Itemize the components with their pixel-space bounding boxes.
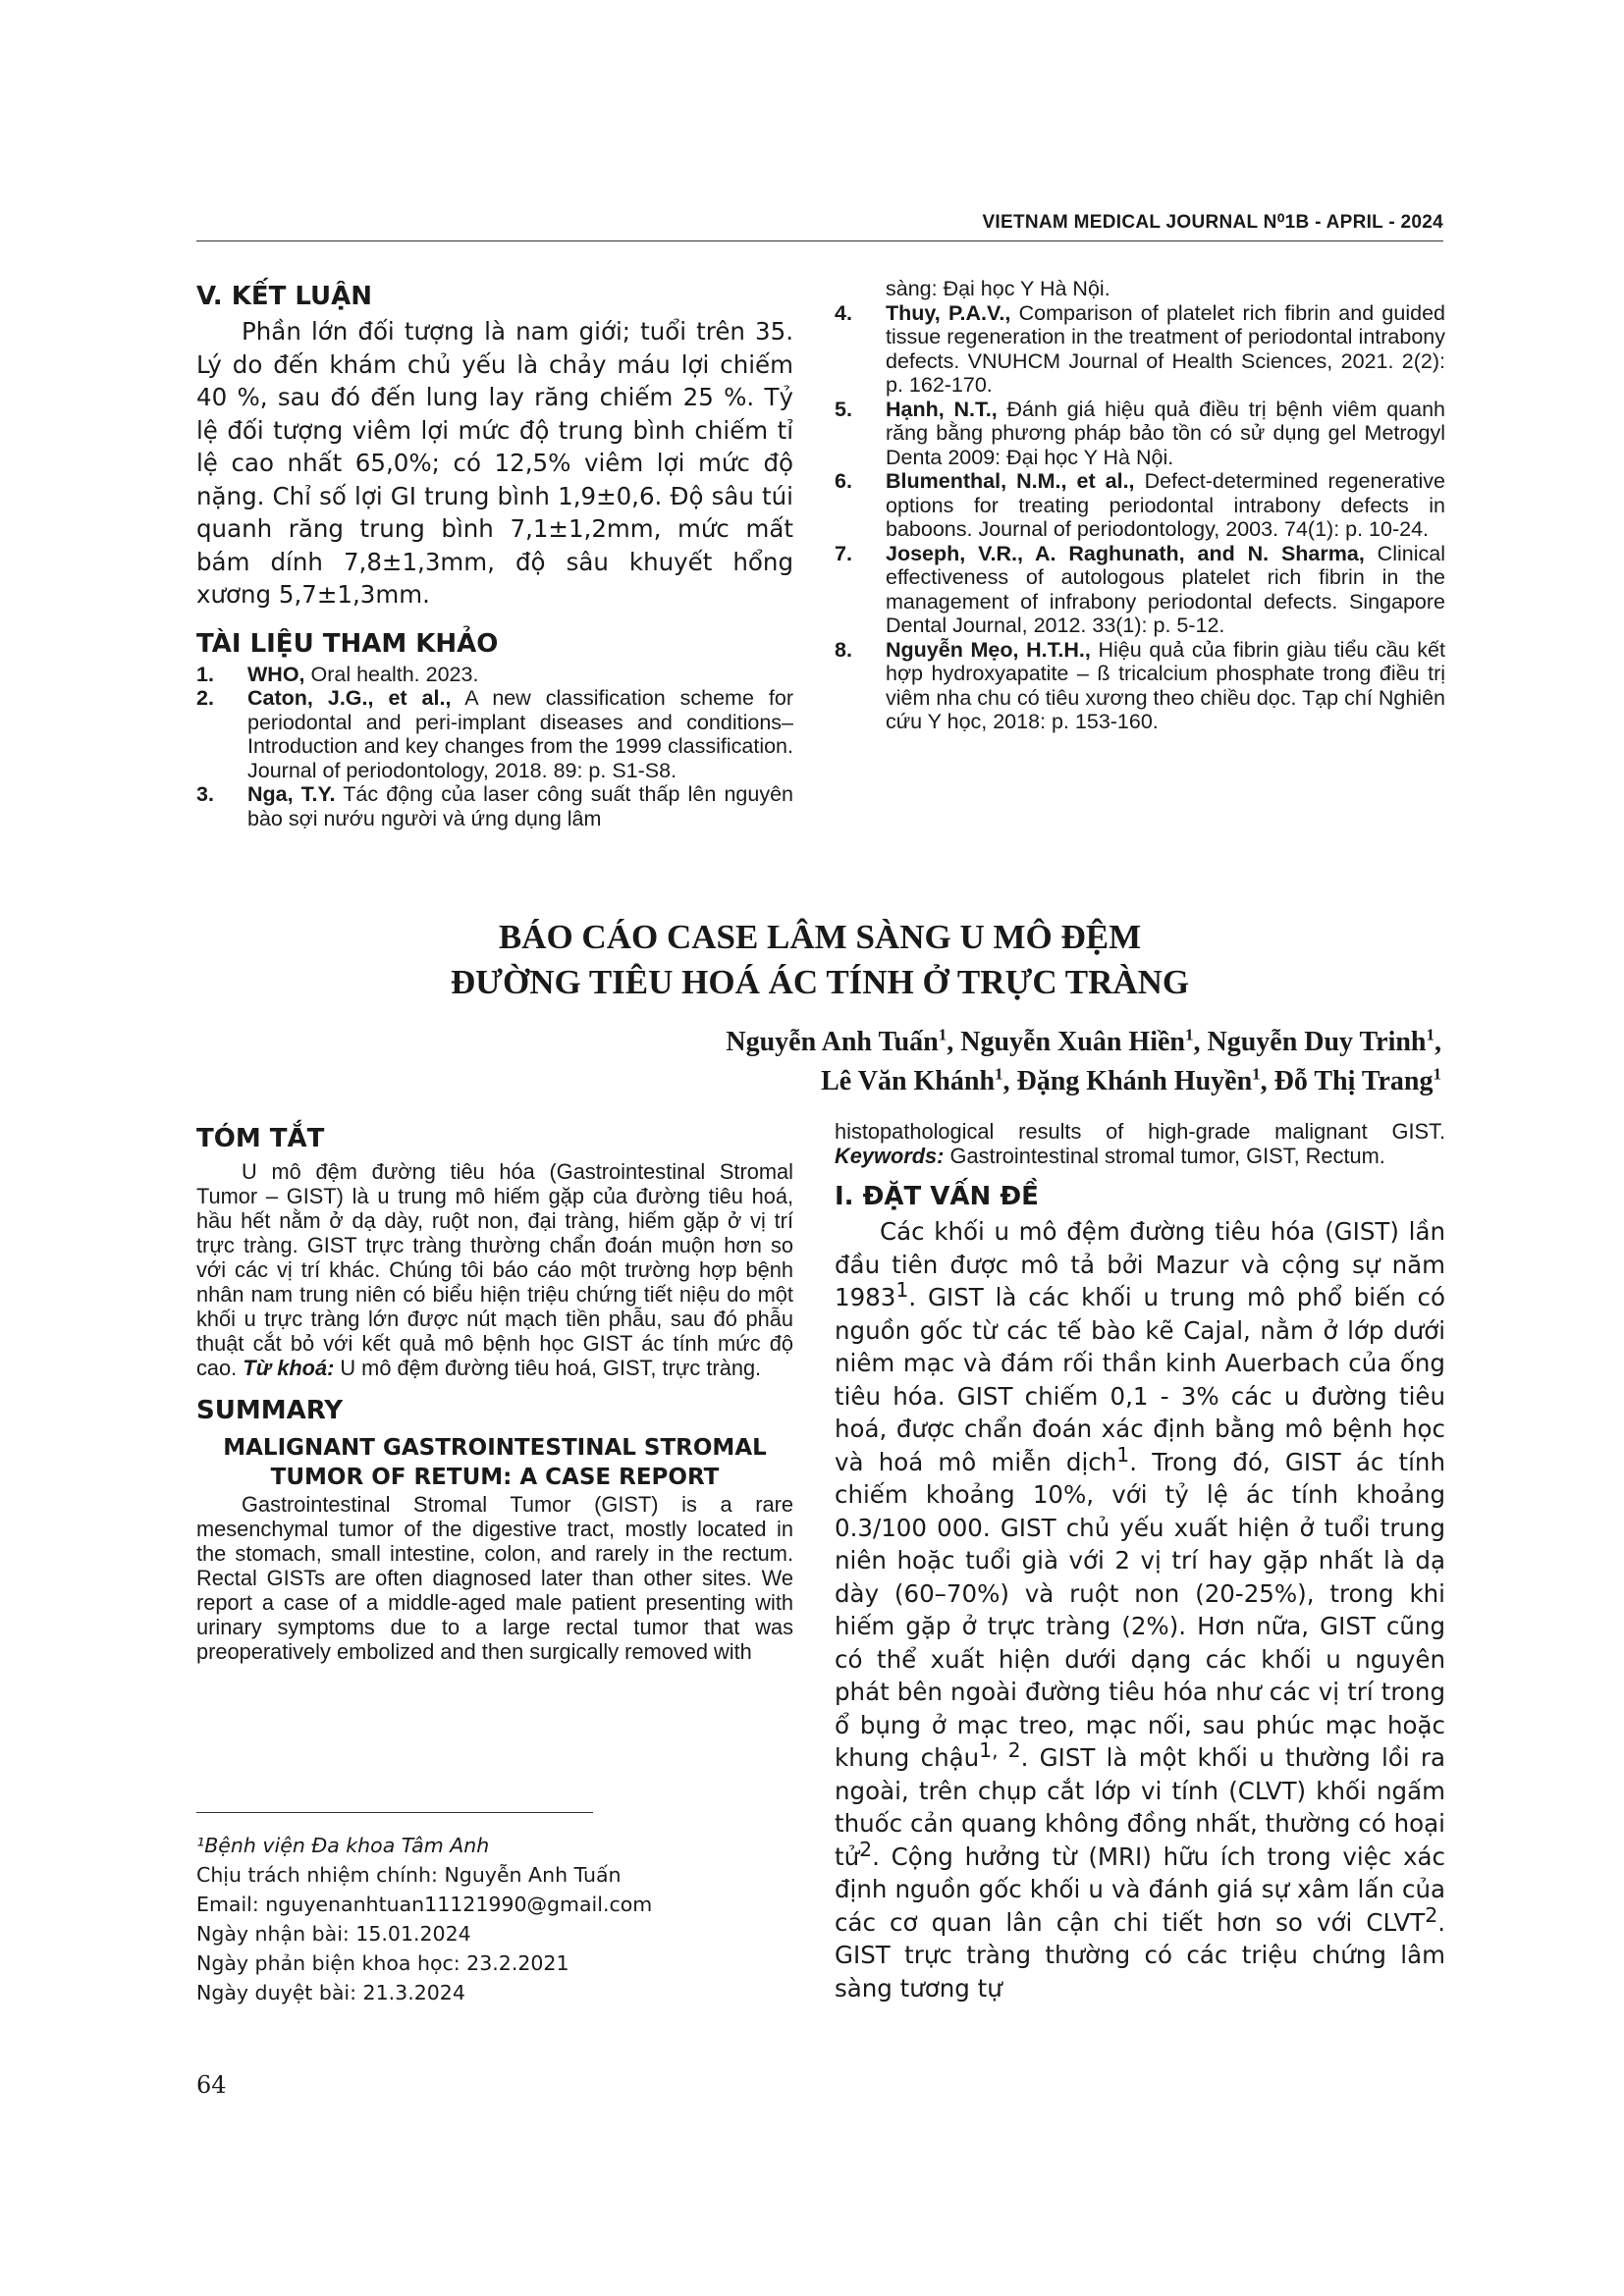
keywords-label: Keywords: xyxy=(835,1144,945,1168)
article-title-line: ĐƯỜNG TIÊU HOÁ ÁC TÍNH Ở TRỰC TRÀNG xyxy=(450,963,1190,1001)
summary-text: Gastrointestinal Stromal Tumor (GIST) is a rare mesenchymal tumor of the digestive tract, mostly located in the stomach, small intestine, colon, and rarely in the rectum. Rectal GISTs are often diagnosed later than other sites. We report a case of a middle-aged male patient presenting with urinary symptoms due to a large rectal tumor that was preoperatively embolized and then surgically removed with xyxy=(196,1492,793,1664)
abstract-vi-text: U mô đệm đường tiêu hóa (Gastrointestinal Stromal Tumor – GIST) là u trung mô hiếm gặp của đường tiêu hoá, hầu hết nằm ở dạ dày, ruột non, đại tràng, hiếm gặp ở vị trí trực tràng. GIST trực tràng thường chẩn đoán muộn hơn so với các vị trí khác. Chúng tôi báo cáo một trường hợp bệnh nhân nam trung niên có biểu hiện triệu chứng tiết niệu do một khối u trực tràng lớn được nút mạch tiền phẫu, sau đó phẫu thuật cắt bỏ với kết quả mô bệnh học GIST ác tính mức độ cao. Từ khoá: U mô đệm đường tiêu hoá, GIST, trực tràng. xyxy=(196,1159,793,1380)
review-date: Ngày phản biện khoa học: 23.2.2021 xyxy=(196,1951,569,1975)
email-note: Email: nguyenanhtuan11121990@gmail.com xyxy=(196,1893,653,1916)
conclusion-text: Phần lớn đối tượng là nam giới; tuổi trên 35. Lý do đến khám chủ yếu là chảy máu lợi chiếm 40 %, sau đó đến lung lay răng chiếm 25 %. Tỷ lệ đối tượng viêm lợi mức độ trung bình chiếm tỉ lệ cao nhất 65,0%; có 12,5% viêm lợi mức độ nặng. Chỉ số lợi GI trung bình 1,9±0,6. Độ sâu túi quanh răng trung bình 7,1±1,2mm, mức mất bám dính 7,8±1,3mm, độ sâu khuyết hổng xương 5,7±1,3mm. xyxy=(196,317,793,609)
conclusion-heading: V. KẾT LUẬN xyxy=(196,282,373,311)
author-list xyxy=(491,1023,1441,1101)
accepted-date: Ngày duyệt bài: 21.3.2024 xyxy=(196,1981,465,2004)
introduction-heading: I. ĐẶT VẤN ĐỀ xyxy=(835,1182,1039,1211)
reference-continuation: sàng: Đại học Y Hà Nội. xyxy=(886,277,1110,300)
received-date: Ngày nhận bài: 15.01.2024 xyxy=(196,1922,471,1946)
author-name: Đặng Khánh Huyền xyxy=(1016,1066,1253,1096)
article-left-column xyxy=(196,1122,793,1664)
author-name: Đỗ Thị Trang xyxy=(1273,1066,1434,1096)
reference-item: 3. Nga, T.Y. Tác động của laser công suất thấp lên nguyên bào sợi nướu người và ứng dụng lâm xyxy=(196,782,794,830)
author-line: Nguyễn Anh Tuấn$^1$, Nguyễn Xuân Hiền$^1$, Nguyễn Duy Trinh$^1$, xyxy=(726,1025,1441,1057)
previous-article-right-column xyxy=(835,277,1445,734)
article-right-column xyxy=(835,1119,1445,2004)
reference-item: 1. WHO, Oral health. 2023. xyxy=(196,662,479,686)
responsible-author: Chịu trách nhiệm chính: Nguyễn Anh Tuấn xyxy=(196,1863,622,1887)
keywords-label: Từ khoá: xyxy=(243,1356,335,1380)
summary-continuation: histopathological results of high-grade malignant GIST. Keywords: Gastrointestinal stromal tumor, GIST, Rectum. xyxy=(835,1119,1445,1168)
author-line: Lê Văn Khánh$^1$, Đặng Khánh Huyền$^1$, Đỗ Thị Trang$^1$ xyxy=(821,1064,1441,1096)
author-name: Nguyễn Xuân Hiền xyxy=(960,1027,1185,1057)
article-title-line: BÁO CÁO CASE LÂM SÀNG U MÔ ĐỆM xyxy=(498,918,1142,956)
reference-item: 5. Hạnh, N.T., Đánh giá hiệu quả điều trị bệnh viêm quanh răng bằng phương pháp bảo tồn có sử dụng gel Metrogyl Denta 2009: Đại học Y Hà Nội. xyxy=(835,397,1445,469)
reference-item: 7. Joseph, V.R., A. Raghunath, and N. Sharma, Clinical effectiveness of autologous platelet rich fibrin in the management of infrabony periodontal defects. Singapore Dental Journal, 2012. 33(1): p. 5-12. xyxy=(835,541,1445,637)
reference-item: 8. Nguyễn Mẹo, H.T.H., Hiệu quả của fibrin giàu tiểu cầu kết hợp hydroxyapatite – ß tricalcium phosphate trong điều trị viêm nha chu có tiêu xương theo chiều dọc. Tạp chí Nghiên cứu Y học, 2018: p. 153-160. xyxy=(835,637,1445,733)
affiliation-note: ¹Bệnh viện Đa khoa Tâm Anh xyxy=(196,1834,490,1857)
header-divider xyxy=(196,240,1443,241)
summary-heading: SUMMARY xyxy=(196,1396,344,1425)
reference-item: 2. Caton, J.G., et al., A new classification scheme for periodontal and peri-implant diseases and conditions–Introduction and key changes from the 1999 classification. Journal of periodontology, 2018. 89: p. S1-S8. xyxy=(196,686,793,782)
article-title xyxy=(196,915,1443,1005)
reference-list-right xyxy=(835,301,1445,734)
page-number: 64 xyxy=(196,2071,227,2099)
running-header: VIETNAM MEDICAL JOURNAL N⁰1B - APRIL - 2024 xyxy=(982,212,1443,233)
reference-item: 4. Thuy, P.A.V., Comparison of platelet rich fibrin and guided tissue regeneration in the treatment of periodontal intrabony defects. VNUHCM Journal of Health Sciences, 2021. 2(2): p. 162-170. xyxy=(835,300,1445,397)
author-name: Lê Văn Khánh xyxy=(821,1066,996,1096)
references-heading: TÀI LIỆU THAM KHẢO xyxy=(196,628,499,659)
footnote-divider xyxy=(196,1812,593,1813)
previous-article-left-column xyxy=(196,280,793,830)
author-name: Nguyễn Anh Tuấn xyxy=(726,1027,939,1057)
abstract-vi-heading: TÓM TẮT xyxy=(196,1124,325,1153)
summary-title: MALIGNANT GASTROINTESTINAL STROMAL TUMOR OF RETUM: A CASE REPORT xyxy=(223,1435,767,1490)
reference-list-left xyxy=(196,663,793,831)
author-name: Nguyễn Duy Trinh xyxy=(1207,1027,1427,1057)
reference-item: 6. Blumenthal, N.M., et al., Defect-determined regenerative options for treating periodontal intrabony defects in baboons. Journal of periodontology, 2003. 74(1): p. 10-24. xyxy=(835,469,1446,541)
introduction-text: Các khối u mô đệm đường tiêu hóa (GIST) lần đầu tiên được mô tả bởi Mazur và cộng sự năm 1983$^1$. GIST là các khối u trung mô phổ biến có nguồn gốc từ các tế bào kẽ Cajal, nằm ở lớp dưới niêm mạc và đám rối thần kinh Auerbach của ống tiêu hóa. GIST chiếm 0,1 - 3% các u đường tiêu hoá, được chẩn đoán xác định bằng mô bệnh học và hoá mô miễn dịch$^1$. Trong đó, GIST ác tính chiếm khoảng 10%, với tỷ lệ ác tính khoảng 0.3/100 000. GIST chủ yếu xuất hiện ở tuổi trung niên hoặc tuổi già với 2 vị trí hay gặp nhất là dạ dày (60–70%) và ruột non (20-25%), trong khi hiếm gặp ở trực tràng (2%). Hơn nữa, GIST cũng có thể xuất hiện dưới dạng các khối u nguyên phát bên ngoài đường tiêu hóa như các vị trí trong ổ bụng ở mạc treo, mạc nối, sau phúc mạc hoặc khung chậu$^{1, 2}$. GIST là một khối u thường lồi ra ngoài, trên chụp cắt lớp vi tính (CLVT) khối ngấm thuốc cản quang không đồng nhất, thường có hoại tử$^2$. Cộng hưởng từ (MRI) hữu ích trong việc xác định nguồn gốc khối u và đánh giá sự xâm lấn của các cơ quan lân cận chi tiết hơn so với CLVT$^2$. GIST trực tràng thường có các triệu chứng lâm sàng tương tự xyxy=(835,1217,1446,2002)
footnotes xyxy=(196,1831,793,2007)
